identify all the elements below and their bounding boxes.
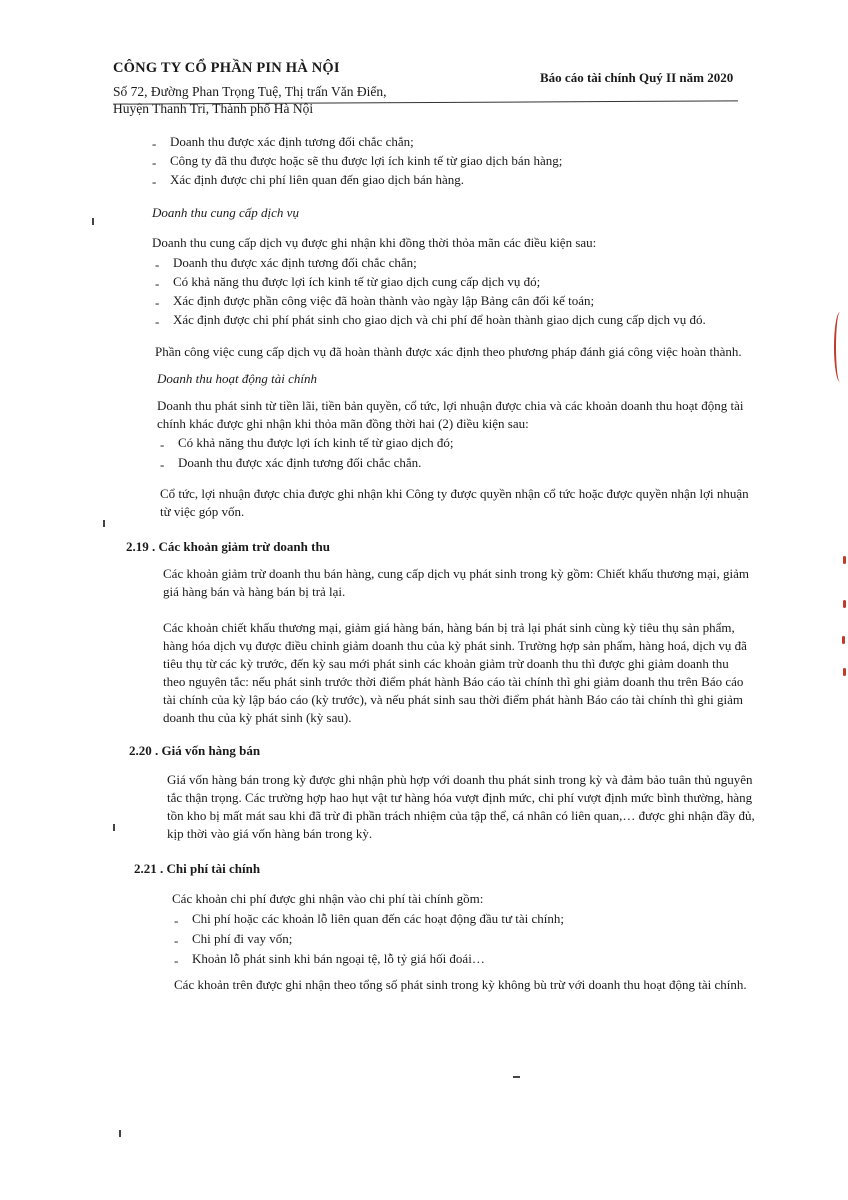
s221-closing: Các khoản trên được ghi nhận theo tổng số phát sinh trong kỳ không bù trừ với doanh thu hoạt động tài chính. [174,977,747,992]
company-name: CÔNG TY CỔ PHẦN PIN HÀ NỘI [113,60,340,76]
list-item: Xác định được chi phí phát sinh cho giao dịch và chi phí để hoàn thành giao dịch cung cấp dịch vụ đó. [173,312,706,327]
s220-line3: tồn kho bị mất mát sau khi đã trừ đi phần trách nhiệm của tập thể, cá nhân có liên quan,… được ghi nhận đầy đủ, [167,808,755,823]
bullet-dash: - [174,933,179,948]
list-item: Xác định được phần công việc đã hoàn thành vào ngày lập Bảng cân đối kế toán; [173,293,595,308]
section-heading-2-21: 2.21 . Chi phí tài chính [134,861,261,876]
subheading-financial-revenue: Doanh thu hoạt động tài chính [157,371,317,386]
scan-mark [119,1130,121,1137]
bullet-dash: - [155,276,160,291]
section-heading-2-19: 2.19 . Các khoản giảm trừ doanh thu [126,539,330,554]
s219-p1-line2: giá hàng bán và hàng bán bị trả lại. [163,584,346,599]
subheading-service-revenue: Doanh thu cung cấp dịch vụ [152,205,299,220]
bullet-dash: - [152,155,157,170]
section-heading-2-20: 2.20 . Giá vốn hàng bán [129,743,261,758]
financial-intro-line1: Doanh thu phát sinh từ tiền lãi, tiền bản quyền, cổ tức, lợi nhuận được chia và các khoản doanh thu hoạt động tài [157,398,744,413]
s220-line1: Giá vốn hàng bán trong kỳ được ghi nhận phù hợp với doanh thu phát sinh trong kỳ và đảm bảo tuân thủ nguyên [167,772,753,787]
s219-p2-line4: theo nguyên tắc: nếu phát sinh trước thời điểm phát hành Báo cáo tài chính thì ghi giảm doanh thu trên Báo cáo [163,674,744,689]
list-item: Có khả năng thu được lợi ích kinh tế từ giao dịch đó; [178,435,454,450]
bullet-dash: - [160,457,165,472]
bullet-dash: - [155,295,160,310]
s219-p2-line6: doanh thu của kỳ phát sinh (kỳ sau). [163,710,352,725]
s219-p2-line5: tài chính của kỳ lập báo cáo (kỳ trước), và nếu phát sinh sau thời điểm phát hành Báo cáo tài chính thì ghi giảm [163,692,743,707]
bullet-dash: - [174,913,179,928]
list-item: Chi phí hoặc các khoản lỗ liên quan đến các hoạt động đầu tư tài chính; [192,911,565,926]
s220-line2: tắc thận trọng. Các trường hợp hao hụt vật tư hàng hóa vượt định mức, chi phí vượt định mức bình thường, hàng [167,790,753,805]
bullet-dash: - [155,257,160,272]
financial-intro-line2: chính khác được ghi nhận khi thỏa mãn đồng thời hai (2) điều kiện sau: [157,416,529,431]
s219-p2-line1: Các khoản chiết khấu thương mại, giảm giá hàng bán, hàng bán bị trả lại phát sinh cùng kỳ tiêu thụ sản phẩm, [163,620,735,635]
company-address-line1: Số 72, Đường Phan Trọng Tuệ, Thị trấn Văn Điển, [113,84,387,99]
s219-p2-line2: hàng hóa dịch vụ được điều chỉnh giảm doanh thu của kỳ phát sinh. Trường hợp sản phẩm, hàng hoá, dịch vụ đã [163,638,747,653]
s221-intro: Các khoản chi phí được ghi nhận vào chi phí tài chính gồm: [172,891,484,906]
financial-closing-line2: từ việc góp vốn. [160,504,245,519]
bullet-dash: - [155,314,160,329]
service-closing: Phần công việc cung cấp dịch vụ đã hoàn thành được xác định theo phương pháp đánh giá công việc hoàn thành. [155,344,742,359]
scan-mark [92,218,94,225]
red-stamp-fragment [843,600,846,608]
red-stamp-fragment [843,668,846,676]
red-stamp-fragment [842,636,845,644]
list-item: Doanh thu được xác định tương đối chắc chắn; [170,134,414,149]
company-address-line2: Huyện Thanh Trì, Thành phố Hà Nội [113,101,314,116]
bullet-dash: - [152,174,157,189]
service-intro: Doanh thu cung cấp dịch vụ được ghi nhận khi đồng thời thỏa mãn các điều kiện sau: [152,235,597,250]
list-item: Có khả năng thu được lợi ích kinh tế từ giao dịch cung cấp dịch vụ đó; [173,274,541,289]
bullet-dash: - [174,953,179,968]
list-item: Khoản lỗ phát sinh khi bán ngoại tệ, lỗ tỷ giá hối đoái… [192,951,485,966]
financial-closing-line1: Cổ tức, lợi nhuận được chia được ghi nhận khi Công ty được quyền nhận cổ tức hoặc được quyền nhận lợi nhuận [160,486,749,501]
scan-mark [513,1076,520,1078]
s219-p1-line1: Các khoản giảm trừ doanh thu bán hàng, cung cấp dịch vụ phát sinh trong kỳ gồm: Chiết khấu thương mại, giảm [163,566,749,581]
report-title: Báo cáo tài chính Quý II năm 2020 [540,70,734,85]
red-stamp-edge [834,312,846,382]
scan-mark [113,824,115,831]
list-item: Xác định được chi phí liên quan đến giao dịch bán hàng. [170,172,465,187]
red-stamp-fragment [843,556,846,564]
list-item: Công ty đã thu được hoặc sẽ thu được lợi ích kinh tế từ giao dịch bán hàng; [170,153,563,168]
bullet-dash: - [152,136,157,151]
scan-mark [103,520,105,527]
s219-p2-line3: tiêu thụ từ các kỳ trước, đến kỳ sau mới phát sinh các khoản giảm trừ doanh thu thì được ghi giảm doanh thu [163,656,729,671]
s220-line4: kịp thời vào giá vốn hàng bán trong kỳ. [167,826,373,841]
list-item: Doanh thu được xác định tương đối chắc chắn; [173,255,417,270]
bullet-dash: - [160,437,165,452]
list-item: Doanh thu được xác định tương đối chắc chắn. [178,455,422,470]
list-item: Chi phí đi vay vốn; [192,931,293,946]
